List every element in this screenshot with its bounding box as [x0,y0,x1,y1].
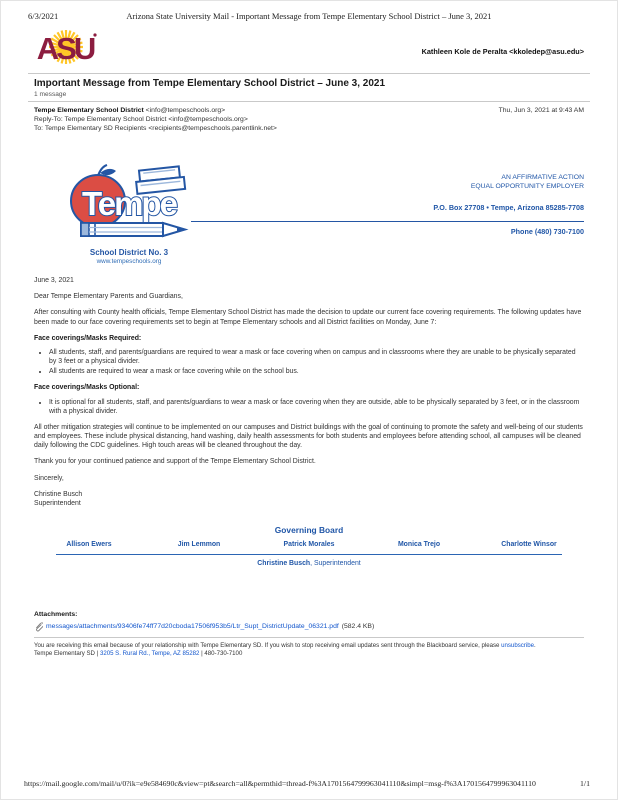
district-phone: Phone (480) 730-7100 [510,227,584,236]
letterhead-right [433,173,584,212]
governing-board-title: Governing Board [274,525,344,535]
print-date: 6/3/2021 [28,11,59,21]
paperclip-icon [34,621,43,632]
tempe-logo-text: Tempe [82,185,176,222]
affirmative-action-line2: EQUAL OPPORTUNITY EMPLOYER [470,183,584,191]
print-url: https://mail.google.com/mail/u/0?ik=e9e584690c&view=pt&search=all&permthid=thread-f%3A1701564799963041110&simpl=msg-f%3A1701564799963041110 [24,779,536,788]
asu-trademark-dot [93,33,96,36]
letter-body [34,276,584,508]
to-line: To: Tempe Elementary SD Recipients <recipients@tempeschools.parentlink.net> [34,124,277,132]
reply-to-line: Reply-To: Tempe Elementary School District <info@tempeschools.org> [34,115,248,123]
print-document-title: Arizona State University Mail - Important Message from Tempe Elementary School District – June 3, 2021 [126,11,492,21]
from-line [34,107,277,116]
pencil-icon [81,223,185,236]
letter-date: June 3, 2021 [34,277,74,284]
disclaimer-period: . [533,642,536,649]
letter-mitigation: All other mitigation strategies will continue to be implemented on our campuses and District buildings with the goal of continuing to promote the safety and well-being of our students and employees. These include physical distancing, hand washing, daily health assessments for both students and employees before attending school, all campuses will be cleaned daily following the CDC guidelines. High touch areas will be cleaned throughout the day. [34,423,583,450]
divider [28,73,590,74]
optional-bullet: • It is optional for all students, staff, and parents/guardians to wear a mask or face covering when they are outside, able to be physically separated by 3 feet, or in the classroom with a physical divider. [49,398,584,416]
letter-thanks: Thank you for your continued patience and support of the Tempe Elementary School District. [34,458,316,466]
governing-board [34,525,584,567]
superintendent-title: , Superintendent [310,560,361,567]
board-member: Allison Ewers [66,541,112,548]
divider [28,101,590,102]
district-address-link[interactable]: 3205 S. Rural Rd., Tempe, AZ 85282 [99,650,200,658]
board-divider [56,554,562,555]
required-bullet-list [49,348,584,377]
attachments-section [34,611,584,658]
tempe-district-name: School District No. 3 [89,248,169,257]
district-po-box: P.O. Box 27708 • Tempe, Arizona 85285-7708 [433,203,584,213]
print-header [1,11,617,23]
signature-name: Christine Busch [34,490,83,498]
disclaimer-line [34,642,584,650]
signature-title: Superintendent [34,499,81,507]
org-phone: | 480-730-7100 [199,650,243,658]
tempe-website[interactable]: www.tempeschools.org [96,258,162,265]
org-name: Tempe Elementary SD | [34,650,100,658]
optional-heading: Face coverings/Masks Optional: [34,384,140,392]
required-heading: Face coverings/Masks Required: [34,334,142,342]
letter-intro: After consulting with County health officials, Tempe Elementary School District has made the decision to update our current face covering requirements. The following updates have been made to our face covering requirements set to begin at Tempe Elementary schools and all District facilities on Monday, June 7: [34,309,582,326]
unsubscribe-link[interactable]: unsubscribe [501,642,534,649]
tempe-district-logo [67,163,191,265]
disclaimer-text: You are receiving this email because of your relationship with Tempe Elementary SD. If you wish to stop receiving email updates sent through the Blackboard service, please [34,642,502,649]
board-member: Charlotte Winsor [501,541,557,548]
attachments-heading: Attachments: [34,611,78,618]
footer-disclaimer [34,642,584,658]
required-bullet: • All students, staff, and parents/guardians are required to wear a mask or face covering when on campus and in classrooms where they are unable to be physically separated by 3 feet or a physical divider. [49,348,584,366]
email-subject: Important Message from Tempe Elementary School District – June 3, 2021 [34,78,386,89]
email-header-block [34,107,277,133]
print-page-number: 1/1 [580,779,590,788]
footer-divider [34,637,584,638]
message-count: 1 message [34,91,67,98]
account-owner: Kathleen Kole de Peralta <kkoledep@asu.edu> [421,47,584,56]
board-member: Monica Trejo [397,541,441,548]
letter-salutation: Dear Tempe Elementary Parents and Guardians, [34,293,183,301]
board-member: Patrick Morales [283,541,335,548]
required-bullet: • All students are required to wear a mask or face covering while on the school bus. [49,367,584,376]
optional-bullet-list [49,398,584,416]
tempe-logo-art-icon [67,163,191,245]
superintendent-line [34,560,584,567]
org-address-line [34,650,584,658]
attachment-file-link[interactable]: messages/attachments/93406fe74ff77d20cboda17506f953b5/Ltr_Supt_DistrictUpdate_06321.pdf [46,623,339,630]
apple-leaf-icon [100,169,116,175]
attachment-file-size: (582.4 KB) [341,623,375,630]
affirmative-action-line1: AN AFFIRMATIVE ACTION [501,174,584,181]
board-member: Jim Lemmon [177,541,221,548]
asu-logo [33,29,99,72]
letter-closing: Sincerely, [34,474,64,482]
from-name: Tempe Elementary School District [34,107,144,114]
received-date: Thu, Jun 3, 2021 at 9:43 AM [498,107,584,114]
asu-logo-text: ASU [36,31,94,66]
attachment-row [34,621,584,632]
board-members-row [34,541,584,548]
letterhead-divider [191,221,584,222]
superintendent-name: Christine Busch [257,560,311,567]
from-email: <info@tempeschools.org> [143,107,226,114]
